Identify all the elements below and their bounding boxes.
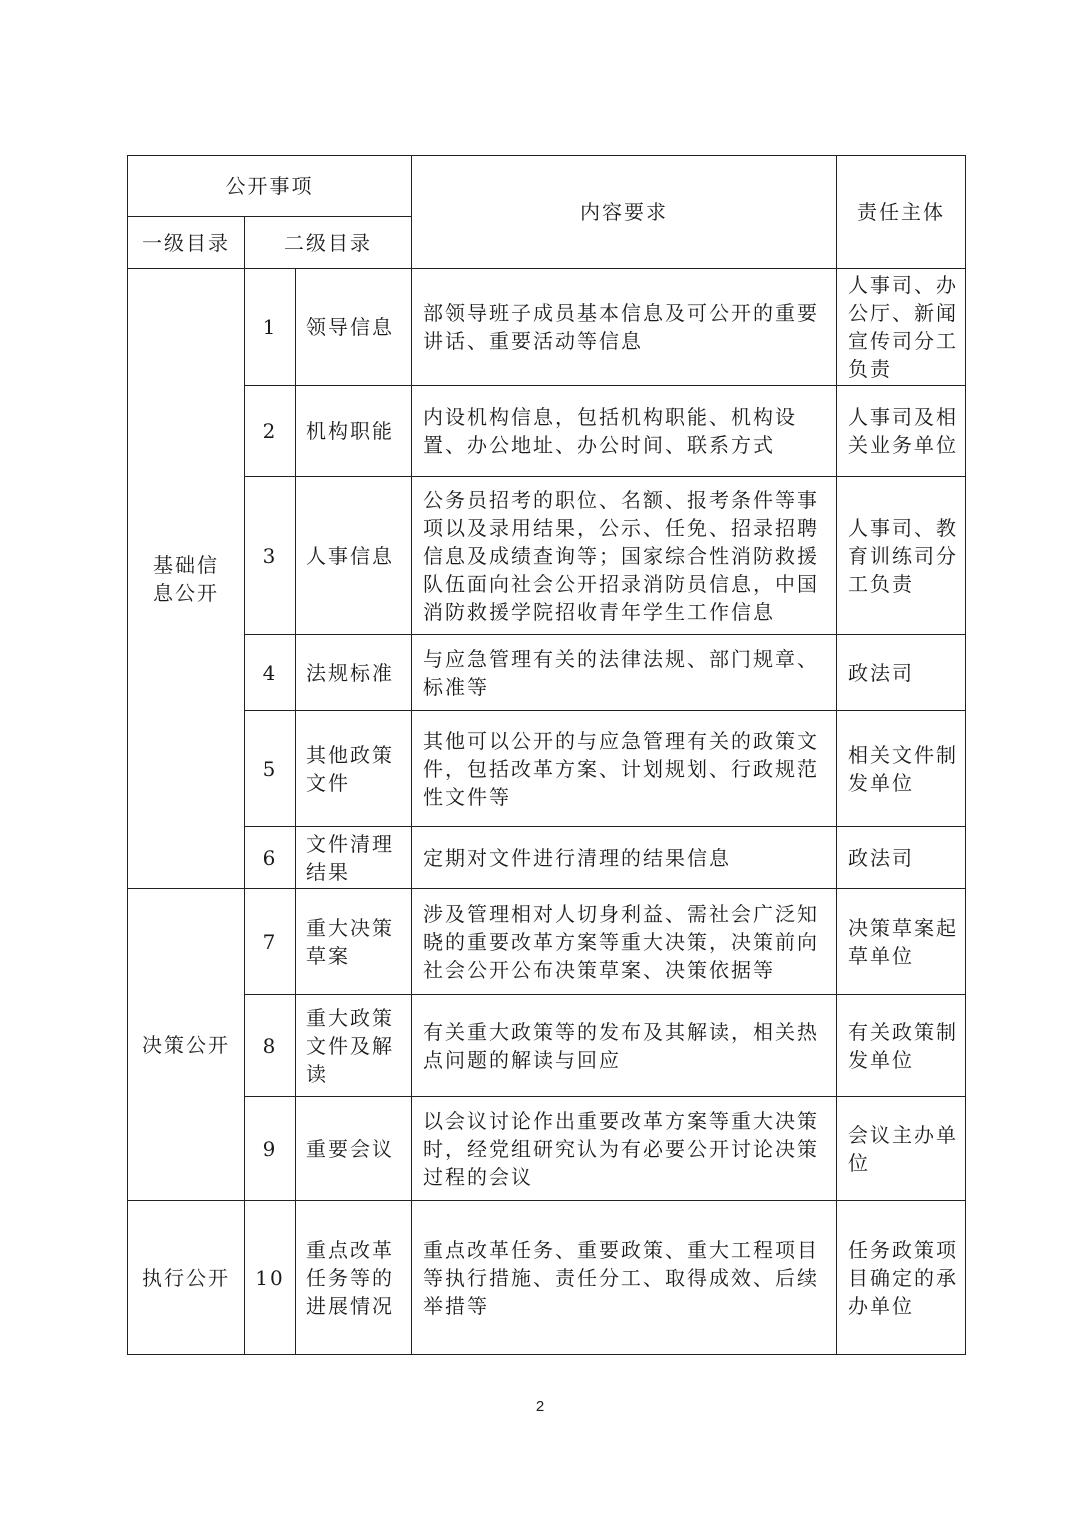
item-content: 有关重大政策等的发布及其解读，相关热点问题的解读与回应	[412, 995, 837, 1097]
table-row	[128, 635, 966, 711]
item-name: 文件清理结果	[296, 827, 412, 889]
item-name: 机构职能	[296, 386, 412, 477]
category-cell: 执行公开	[128, 1201, 245, 1355]
table-row	[128, 386, 966, 477]
item-content: 部领导班子成员基本信息及可公开的重要讲话、重要活动等信息	[412, 269, 837, 386]
row-number: 1	[245, 269, 296, 386]
item-owner: 人事司、办公厅、新闻宣传司分工负责	[837, 269, 966, 386]
item-owner: 人事司、教育训练司分工负责	[837, 477, 966, 635]
item-name: 领导信息	[296, 269, 412, 386]
item-content: 内设机构信息，包括机构职能、机构设置、办公地址、办公时间、联系方式	[412, 386, 837, 477]
item-name: 重点改革任务等的进展情况	[296, 1201, 412, 1355]
item-name: 重大决策草案	[296, 889, 412, 995]
table-row	[128, 889, 966, 995]
table-row	[128, 827, 966, 889]
item-owner: 相关文件制发单位	[837, 711, 966, 827]
item-content: 涉及管理相对人切身利益、需社会广泛知晓的重要改革方案等重大决策，决策前向社会公开公布决策草案、决策依据等	[412, 889, 837, 995]
item-content: 其他可以公开的与应急管理有关的政策文件，包括改革方案、计划规划、行政规范性文件等	[412, 711, 837, 827]
category-cell: 决策公开	[128, 889, 245, 1201]
row-number: 6	[245, 827, 296, 889]
table-row	[128, 1201, 966, 1355]
item-content: 定期对文件进行清理的结果信息	[412, 827, 837, 889]
row-number: 5	[245, 711, 296, 827]
item-owner: 会议主办单位	[837, 1097, 966, 1201]
row-number: 7	[245, 889, 296, 995]
disclosure-table	[127, 155, 966, 1355]
header-public-items: 公开事项	[128, 156, 412, 217]
header-level1: 一级目录	[128, 217, 245, 269]
item-name: 人事信息	[296, 477, 412, 635]
item-name: 重大政策文件及解读	[296, 995, 412, 1097]
item-owner: 政法司	[837, 635, 966, 711]
item-owner: 有关政策制发单位	[837, 995, 966, 1097]
table-row	[128, 1097, 966, 1201]
item-content: 与应急管理有关的法律法规、部门规章、标准等	[412, 635, 837, 711]
table-row	[128, 995, 966, 1097]
header-content-requirements: 内容要求	[412, 156, 837, 269]
row-number: 3	[245, 477, 296, 635]
item-owner: 任务政策项目确定的承办单位	[837, 1201, 966, 1355]
row-number: 2	[245, 386, 296, 477]
row-number: 9	[245, 1097, 296, 1201]
table-row	[128, 477, 966, 635]
row-number: 4	[245, 635, 296, 711]
table-row	[128, 711, 966, 827]
item-owner: 政法司	[837, 827, 966, 889]
item-owner: 决策草案起草单位	[837, 889, 966, 995]
row-number: 8	[245, 995, 296, 1097]
item-name: 其他政策文件	[296, 711, 412, 827]
table-row	[128, 269, 966, 386]
item-content: 重点改革任务、重要政策、重大工程项目等执行措施、责任分工、取得成效、后续举措等	[412, 1201, 837, 1355]
category-cell: 基础信息公开	[128, 269, 245, 889]
header-responsible-party: 责任主体	[837, 156, 966, 269]
item-name: 重要会议	[296, 1097, 412, 1201]
item-content: 公务员招考的职位、名额、报考条件等事项以及录用结果，公示、任免、招录招聘信息及成绩查询等；国家综合性消防救援队伍面向社会公开招录消防员信息，中国消防救援学院招收青年学生工作信息	[412, 477, 837, 635]
header-level2: 二级目录	[245, 217, 412, 269]
row-number: 10	[245, 1201, 296, 1355]
item-name: 法规标准	[296, 635, 412, 711]
item-content: 以会议讨论作出重要改革方案等重大决策时，经党组研究认为有必要公开讨论决策过程的会议	[412, 1097, 837, 1201]
item-owner: 人事司及相关业务单位	[837, 386, 966, 477]
page-number: 2	[535, 1398, 545, 1415]
